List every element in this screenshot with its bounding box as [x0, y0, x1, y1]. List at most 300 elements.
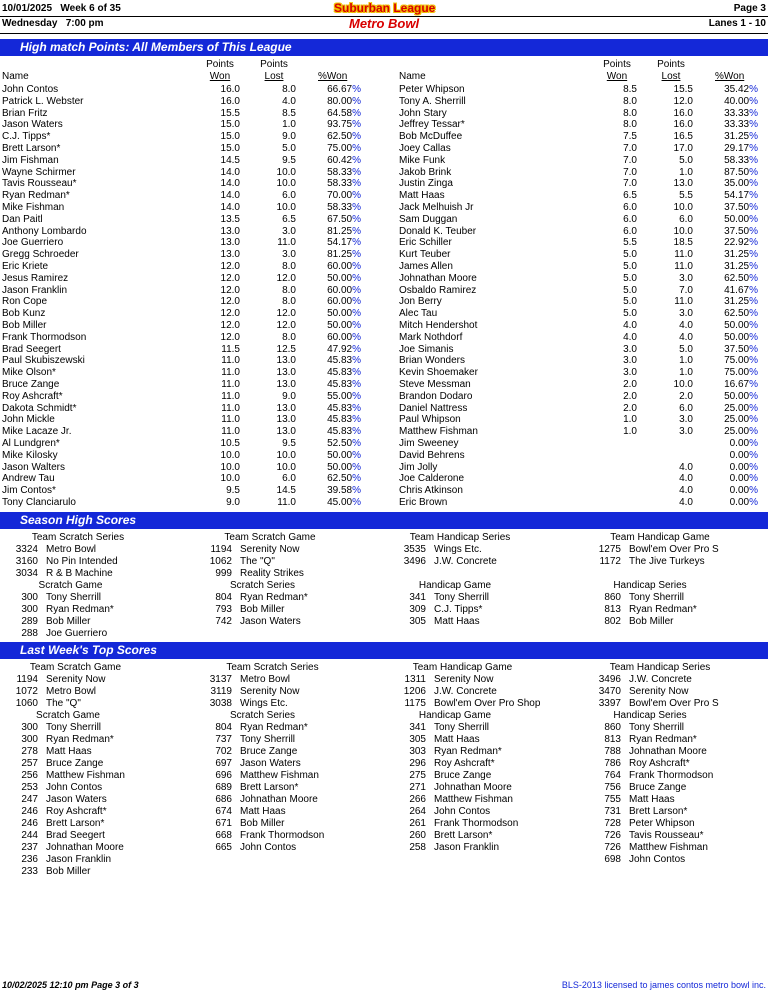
table-row: [0, 167, 370, 179]
percent-sign: %: [749, 178, 758, 190]
score-value: 726: [604, 830, 621, 841]
points-lost: 11.0: [277, 497, 296, 508]
percent-won: [306, 202, 361, 214]
score-block-heading: Team Scratch Game: [29, 662, 122, 673]
points-lost: 9.5: [282, 154, 296, 166]
percent-value: 25.00: [724, 414, 750, 426]
col-head-won-top: Points: [603, 59, 631, 70]
percent-value: 60.00: [327, 261, 353, 272]
percent-value: 0.00: [729, 473, 750, 485]
percent-won: [306, 426, 361, 438]
table-row: [0, 249, 370, 261]
percent-sign: %: [352, 107, 361, 119]
table-row: [0, 226, 370, 238]
score-value: 813: [604, 604, 621, 615]
percent-won: [703, 108, 758, 120]
score-block-heading: Team Handicap Game: [610, 532, 710, 543]
percent-value: 0.00: [729, 449, 750, 461]
points-lost: 3.0: [679, 414, 693, 426]
percent-sign: %: [749, 367, 758, 379]
score-value: 3034: [15, 568, 38, 579]
player-name: Patrick L. Webster: [2, 95, 84, 107]
percent-won: [703, 485, 758, 497]
bowler-name: J.W. Concrete: [629, 674, 692, 685]
percent-won: [306, 485, 361, 497]
bowler-name: Jason Waters: [240, 758, 301, 769]
score-row: [8, 544, 148, 556]
points-won: 11.0: [221, 390, 240, 402]
score-block-heading: Team Handicap Game: [412, 662, 513, 673]
score-row: [585, 616, 715, 628]
table-row: [0, 261, 370, 273]
bowler-name: John Contos: [240, 842, 297, 853]
player-name: Bob Miller: [2, 320, 47, 331]
table-row: [0, 450, 370, 462]
score-row: [585, 722, 715, 734]
score-row: [585, 842, 715, 854]
bowler-name: Serenity Now: [434, 674, 494, 685]
percent-value: 54.17: [724, 190, 750, 202]
table-row: [397, 391, 767, 403]
score-value: 271: [409, 782, 426, 793]
score-value: 804: [215, 722, 232, 733]
bowler-name: Tony Sherrill: [46, 592, 102, 603]
bowler-name: Frank Thormodson: [240, 830, 325, 841]
player-name: Jason Franklin: [2, 284, 68, 296]
percent-sign: %: [749, 107, 758, 119]
points-lost: 4.0: [679, 331, 693, 343]
score-row: [585, 604, 715, 616]
points-lost: 13.0: [276, 414, 296, 426]
points-won: 10.0: [220, 449, 240, 461]
player-name: Jim Contos*: [2, 485, 56, 497]
percent-won: [703, 391, 758, 403]
percent-won: [703, 497, 758, 509]
points-won: 7.0: [623, 143, 637, 154]
points-won: 5.0: [623, 261, 637, 272]
points-lost: 6.0: [282, 190, 296, 202]
table-row: [0, 332, 370, 344]
score-row: [585, 794, 715, 806]
points-lost: 12.0: [276, 308, 296, 320]
points-lost: 13.0: [276, 379, 296, 390]
points-lost: 6.0: [679, 213, 693, 225]
points-lost: 12.0: [276, 320, 296, 331]
points-lost: 13.0: [276, 402, 296, 414]
percent-won: [306, 273, 361, 285]
percent-value: 50.00: [724, 331, 750, 343]
points-lost: 9.5: [282, 438, 296, 449]
player-name: Brian Wonders: [399, 355, 465, 367]
points-won: 6.5: [623, 190, 637, 202]
percent-sign: %: [749, 249, 758, 261]
percent-won: [703, 379, 758, 391]
score-row: [200, 616, 325, 628]
bowler-name: Brett Larson*: [240, 782, 299, 793]
points-lost: 16.0: [673, 107, 693, 119]
percent-sign: %: [352, 497, 361, 508]
table-row: [397, 462, 767, 474]
points-won: 16.0: [220, 84, 240, 95]
player-name: Jeffrey Tessar*: [399, 119, 465, 131]
percent-value: 62.50: [724, 272, 750, 284]
score-value: 668: [215, 830, 232, 841]
percent-value: 58.33: [724, 154, 750, 166]
percent-sign: %: [749, 237, 758, 249]
percent-value: 37.50: [724, 225, 750, 237]
bowler-name: Ryan Redman*: [629, 604, 697, 615]
percent-value: 0.00: [729, 485, 750, 497]
score-value: 802: [604, 616, 621, 627]
score-row: [390, 830, 520, 842]
score-value: 742: [215, 616, 232, 627]
percent-sign: %: [749, 343, 758, 355]
percent-value: 45.83: [327, 355, 353, 367]
percent-value: 22.92: [724, 237, 750, 249]
score-row: [585, 758, 715, 770]
player-name: Andrew Tau: [2, 473, 55, 485]
league-name: Suburban League: [334, 1, 436, 15]
points-won: 13.5: [220, 213, 240, 225]
score-row: [200, 746, 325, 758]
percent-value: 31.25: [724, 131, 750, 143]
percent-won: [703, 214, 758, 226]
percent-value: 0.00: [729, 497, 750, 508]
player-name: Brian Fritz: [2, 107, 48, 119]
points-won: 5.0: [623, 272, 637, 284]
score-row: [200, 842, 325, 854]
points-lost: 7.0: [679, 284, 693, 296]
col-head-lost: Lost: [661, 71, 681, 82]
percent-value: 70.00: [327, 190, 353, 202]
lanes-label: Lanes 1 - 10: [708, 18, 766, 29]
percent-value: 35.00: [724, 178, 750, 190]
col-head-name: Name: [2, 71, 29, 82]
points-lost: 4.0: [679, 485, 693, 497]
percent-won: [306, 391, 361, 403]
percent-value: 50.00: [724, 320, 750, 331]
percent-sign: %: [749, 449, 758, 461]
points-lost: 13.0: [276, 426, 296, 438]
percent-value: 75.00: [724, 355, 750, 367]
table-row: [397, 320, 767, 332]
points-won: 12.0: [220, 261, 240, 272]
percent-sign: %: [749, 497, 758, 508]
score-value: 305: [409, 616, 426, 627]
percent-won: [306, 438, 361, 450]
percent-sign: %: [749, 355, 758, 367]
score-row: [390, 674, 535, 686]
percent-sign: %: [749, 154, 758, 166]
score-row: [390, 842, 520, 854]
percent-sign: %: [749, 95, 758, 107]
score-value: 698: [604, 854, 621, 865]
percent-sign: %: [749, 202, 758, 213]
percent-won: [306, 355, 361, 367]
points-lost: 6.0: [679, 402, 693, 414]
percent-value: 58.33: [327, 166, 353, 178]
percent-value: 37.50: [724, 343, 750, 355]
score-value: 247: [21, 794, 38, 805]
player-name: Anthony Lombardo: [2, 225, 87, 237]
table-row: [0, 308, 370, 320]
percent-sign: %: [749, 379, 758, 390]
percent-value: 31.25: [724, 296, 750, 308]
score-row: [390, 698, 541, 710]
table-row: [0, 414, 370, 426]
table-row: [397, 119, 767, 131]
score-value: 726: [604, 842, 621, 853]
score-value: 788: [604, 746, 621, 757]
bowler-name: Bob Miller: [46, 616, 91, 627]
percent-value: 50.00: [327, 272, 353, 284]
table-row: [397, 202, 767, 214]
player-name: Mitch Hendershot: [399, 320, 478, 331]
table-row: [0, 285, 370, 297]
points-won: 10.5: [220, 438, 240, 449]
percent-won: [703, 155, 758, 167]
table-row: [0, 237, 370, 249]
bowler-name: Bowl'em Over Pro S: [629, 544, 719, 555]
points-lost: 17.0: [673, 143, 693, 154]
percent-won: [306, 214, 361, 226]
score-row: [200, 734, 325, 746]
percent-sign: %: [352, 438, 361, 449]
percent-won: [703, 344, 758, 356]
percent-sign: %: [352, 296, 361, 308]
points-lost: 4.0: [679, 473, 693, 485]
bowler-name: Wings Etc.: [240, 698, 288, 709]
score-value: 1060: [15, 698, 38, 709]
points-lost: 11.0: [674, 249, 693, 261]
percent-won: [703, 285, 758, 297]
percent-sign: %: [352, 390, 361, 402]
player-name: Eric Schiller: [399, 237, 452, 249]
score-block-heading: Scratch Game: [38, 580, 103, 591]
percent-won: [703, 202, 758, 214]
percent-sign: %: [352, 213, 361, 225]
points-won: 10.0: [220, 461, 240, 473]
points-won: 8.5: [623, 84, 637, 95]
bowler-name: Matt Haas: [434, 734, 480, 745]
match-points-banner: High match Points: All Members of This League: [0, 39, 768, 56]
percent-value: 50.00: [327, 308, 353, 320]
score-value: 786: [604, 758, 621, 769]
points-won: 12.0: [220, 272, 240, 284]
percent-sign: %: [749, 331, 758, 343]
points-won: 15.0: [220, 131, 240, 143]
percent-sign: %: [749, 261, 758, 272]
score-row: [8, 556, 148, 568]
col-head-pct: %Won: [318, 71, 348, 82]
points-lost: 8.0: [282, 84, 296, 95]
score-row: [8, 854, 128, 866]
score-row: [8, 568, 148, 580]
player-name: Jim Fishman: [2, 154, 59, 166]
score-row: [200, 698, 345, 710]
bowler-name: Roy Ashcraft*: [629, 758, 690, 769]
points-won: 7.0: [623, 166, 637, 178]
percent-value: 66.67: [327, 84, 353, 95]
percent-sign: %: [352, 143, 361, 154]
bowler-name: John Contos: [434, 806, 491, 817]
percent-sign: %: [352, 308, 361, 320]
percent-value: 60.00: [327, 296, 353, 308]
score-block-heading: Handicap Game: [418, 710, 492, 721]
points-won: 13.0: [220, 225, 240, 237]
score-row: [585, 818, 715, 830]
score-row: [200, 818, 325, 830]
percent-value: 93.75: [327, 119, 353, 131]
percent-sign: %: [749, 485, 758, 497]
percent-value: 0.00: [729, 461, 750, 473]
percent-won: [703, 237, 758, 249]
percent-value: 80.00: [327, 95, 353, 107]
points-won: 7.5: [623, 131, 637, 143]
points-lost: 16.0: [673, 119, 693, 131]
player-name: Roy Ashcraft*: [2, 390, 63, 402]
table-row: [0, 143, 370, 155]
player-name: Dan Paitl: [2, 213, 43, 225]
percent-won: [306, 462, 361, 474]
points-won: 16.0: [220, 95, 240, 107]
player-name: Alec Tau: [399, 308, 438, 320]
percent-won: [703, 308, 758, 320]
points-lost: 15.5: [673, 84, 693, 95]
score-value: 674: [215, 806, 232, 817]
points-lost: 12.0: [673, 95, 693, 107]
bowler-name: John Contos: [629, 854, 686, 865]
percent-won: [703, 167, 758, 179]
points-lost: 5.0: [282, 143, 296, 154]
percent-won: [703, 178, 758, 190]
bowler-name: Matt Haas: [240, 806, 286, 817]
points-lost: 13.0: [276, 367, 296, 379]
percent-sign: %: [749, 308, 758, 320]
percent-won: [703, 403, 758, 415]
points-lost: 12.5: [276, 343, 296, 355]
points-lost: 5.0: [679, 154, 693, 166]
player-name: Tony Clanciarulo: [2, 497, 76, 508]
player-name: Mike Fishman: [2, 202, 65, 213]
bowler-name: Serenity Now: [629, 686, 689, 697]
score-value: 665: [215, 842, 232, 853]
bowler-name: Tony Sherrill: [434, 722, 490, 733]
percent-won: [703, 355, 758, 367]
table-row: [397, 296, 767, 308]
points-won: 3.0: [623, 355, 637, 367]
score-block-heading: Scratch Series: [229, 580, 296, 591]
percent-sign: %: [749, 426, 758, 438]
bowler-name: Jason Franklin: [46, 854, 112, 865]
percent-sign: %: [352, 355, 361, 367]
score-block-heading: Scratch Series: [229, 710, 296, 721]
player-name: Chris Atkinson: [399, 485, 463, 497]
score-value: 999: [215, 568, 232, 579]
percent-won: [306, 226, 361, 238]
points-lost: 10.0: [673, 225, 693, 237]
score-row: [585, 674, 735, 686]
table-row: [0, 214, 370, 226]
points-won: 5.0: [623, 249, 637, 261]
table-row: [397, 473, 767, 485]
score-value: 3496: [598, 674, 621, 685]
percent-value: 60.00: [327, 331, 353, 343]
points-won: 8.0: [623, 119, 637, 131]
points-won: 11.5: [221, 343, 240, 355]
bowler-name: R & B Machine: [46, 568, 113, 579]
percent-value: 58.33: [327, 202, 353, 213]
score-value: 261: [409, 818, 426, 829]
col-head-won: Won: [209, 71, 231, 82]
points-lost: 9.0: [282, 390, 296, 402]
table-row: [0, 190, 370, 202]
percent-won: [306, 285, 361, 297]
table-row: [397, 414, 767, 426]
bowler-name: Tony Sherrill: [240, 734, 296, 745]
bowler-name: Matthew Fishman: [46, 770, 125, 781]
score-row: [8, 746, 128, 758]
points-lost: 6.0: [282, 473, 296, 485]
points-lost: 1.0: [679, 367, 693, 379]
center-name: Metro Bowl: [349, 16, 420, 31]
score-value: 289: [21, 616, 38, 627]
points-won: 14.0: [220, 178, 240, 190]
score-row: [390, 686, 535, 698]
table-row: [0, 273, 370, 285]
table-row: [0, 391, 370, 403]
points-won: 1.0: [623, 414, 637, 426]
score-block-heading: Team Scratch Series: [31, 532, 125, 543]
week-label: Week 6 of 35: [60, 3, 121, 14]
bowler-name: No Pin Intended: [46, 556, 118, 567]
score-value: 258: [409, 842, 426, 853]
player-name: Paul Whipson: [399, 414, 461, 426]
points-won: 13.0: [220, 249, 240, 261]
player-name: Mike Lacaze Jr.: [2, 426, 72, 438]
percent-sign: %: [352, 331, 361, 343]
player-name: Matthew Fishman: [399, 426, 478, 438]
percent-sign: %: [749, 190, 758, 202]
score-row: [390, 544, 530, 556]
points-lost: 5.5: [679, 190, 693, 202]
col-head-won: Won: [606, 71, 628, 82]
player-name: Joey Callas: [399, 143, 451, 154]
score-row: [390, 734, 520, 746]
table-row: [397, 485, 767, 497]
player-name: Daniel Nattress: [399, 402, 468, 414]
table-row: [397, 344, 767, 356]
player-name: Johnathan Moore: [399, 272, 477, 284]
score-value: 697: [215, 758, 232, 769]
points-won: 11.0: [221, 426, 240, 438]
table-row: [397, 367, 767, 379]
col-head-lost-top: Points: [260, 59, 288, 70]
percent-sign: %: [352, 178, 361, 190]
percent-sign: %: [749, 84, 758, 95]
points-lost: 10.0: [276, 178, 296, 190]
points-won: 14.0: [220, 202, 240, 213]
points-won: 5.0: [623, 284, 637, 296]
score-value: 1172: [599, 556, 621, 567]
score-value: 236: [21, 854, 38, 865]
table-row: [0, 296, 370, 308]
percent-sign: %: [352, 119, 361, 131]
points-lost: 8.0: [282, 261, 296, 272]
points-lost: 10.0: [276, 202, 296, 213]
score-row: [8, 592, 133, 604]
score-block-heading: Handicap Series: [613, 710, 687, 721]
